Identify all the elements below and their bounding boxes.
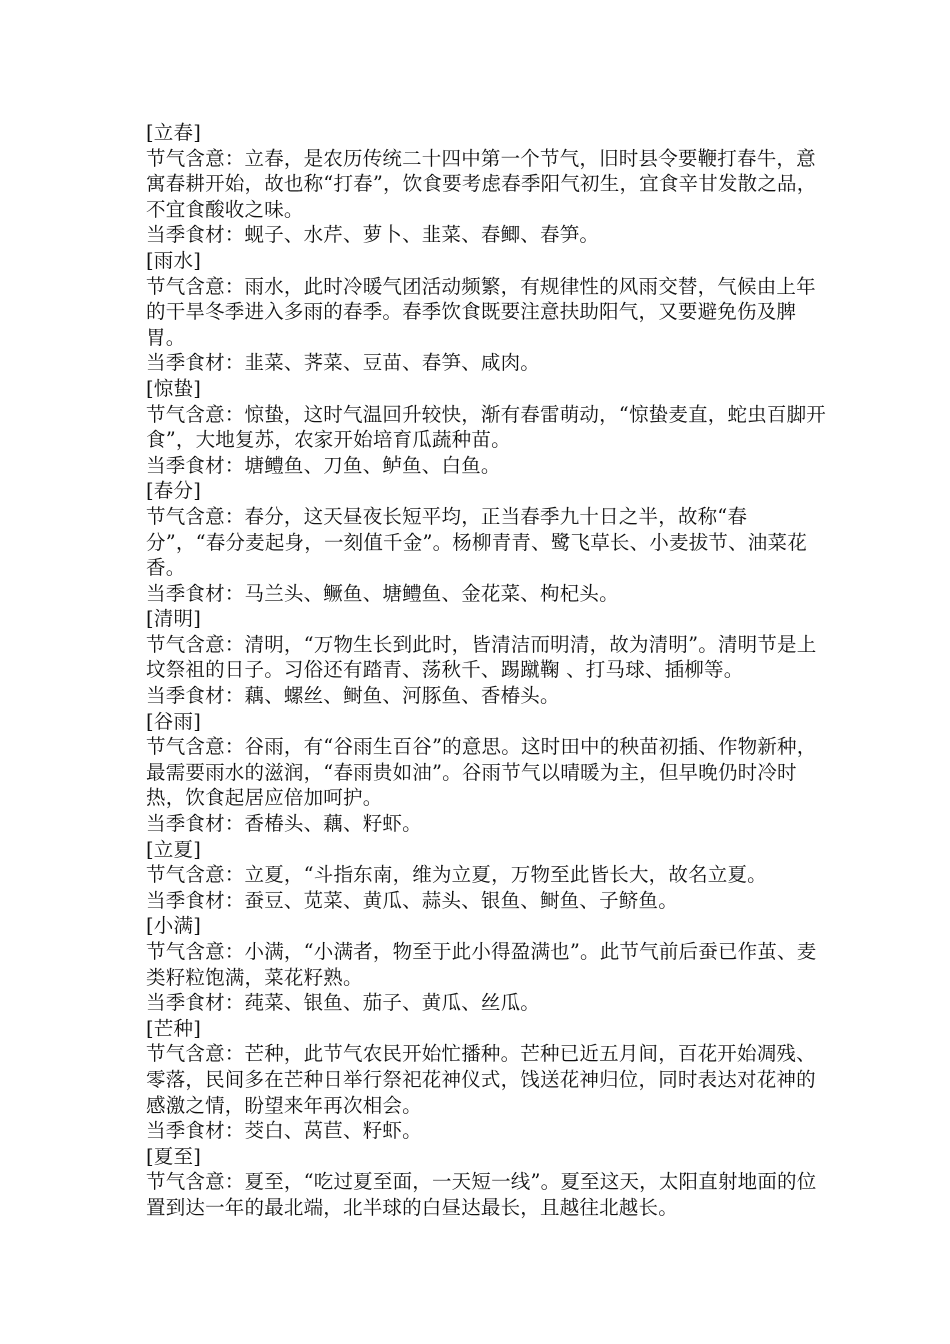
term-foods: 当季食材：蚕豆、苋菜、黄瓜、蒜头、银鱼、鲥鱼、子鲚鱼。: [146, 888, 678, 912]
term-foods: 当季食材：马兰头、鳜鱼、塘鳢鱼、金花菜、枸杞头。: [146, 581, 619, 605]
term-meaning: 节气含意：雨水，此时冷暖气团活动频繁，有规律性的风雨交替，气候由上年的干旱冬季进入多雨的春季。春季饮食既要注意扶助阳气，又要避免伤及脾胃。: [146, 274, 816, 349]
term-foods: 当季食材：香椿头、藕、籽虾。: [146, 812, 422, 836]
term-foods: 当季食材：藕、螺丝、鲥鱼、河豚鱼、香椿头。: [146, 684, 560, 708]
term-heading: [谷雨]: [146, 709, 202, 733]
term-section-xiazhi: [146, 1144, 826, 1221]
term-heading: [立春]: [146, 121, 202, 144]
term-heading: [惊蛰]: [146, 376, 202, 400]
term-foods: 当季食材：塘鳢鱼、刀鱼、鲈鱼、白鱼。: [146, 453, 501, 477]
term-meaning: 节气含意：立夏，“斗指东南，维为立夏，万物至此皆长大，故名立夏。: [146, 863, 767, 887]
term-heading: [小满]: [146, 914, 202, 938]
term-meaning: 节气含意：立春，是农历传统二十四中第一个节气，旧时县令要鞭打春牛，意寓春耕开始，故也称“打春”，饮食要考虑春季阳气初生，宜食辛甘发散之品，不宜食酸收之味。: [146, 146, 817, 221]
term-heading: [夏至]: [146, 1144, 202, 1168]
term-meaning: 节气含意：春分，这天昼夜长短平均，正当春季九十日之半，故称“春分”，“春分麦起身，一刻值千金”。杨柳青青、鹭飞草长、小麦拔节、油菜花香。: [146, 504, 807, 580]
term-heading: [春分]: [146, 479, 202, 503]
term-meaning: 节气含意：清明，“万物生长到此时，皆清洁而明清，故为清明”。清明节是上坟祭祖的日子。习俗还有踏青、荡秋千、踢蹴鞠 、打马球、插柳等。: [146, 632, 817, 682]
term-foods: 当季食材：韭菜、荠菜、豆苗、春笋、咸肉。: [146, 351, 541, 375]
term-section-lichun: [146, 120, 826, 248]
term-section-xiaoman: [146, 913, 826, 1015]
term-foods: 当季食材：茭白、莴苣、籽虾。: [146, 1119, 422, 1143]
term-section-jingzhe: [146, 376, 826, 478]
term-section-qingming: [146, 606, 826, 708]
term-heading: [清明]: [146, 607, 202, 631]
term-meaning: 节气含意：夏至，“吃过夏至面，一天短一线”。夏至这天，太阳直射地面的位置到达一年的最北端，北半球的白昼达最长，且越往北越长。: [146, 1170, 817, 1219]
term-section-mangzhong: [146, 1016, 826, 1144]
term-section-guyu: [146, 709, 826, 837]
term-foods: 当季食材：蚬子、水芹、萝卜、韭菜、春鲫、春笋。: [146, 223, 600, 247]
term-foods: 当季食材：莼菜、银鱼、茄子、黄瓜、丝瓜。: [146, 991, 541, 1015]
term-meaning: 节气含意：芒种，此节气农民开始忙播种。芒种已近五月间，百花开始凋残、零落，民间多在芒种日举行祭祀花神仪式，饯送花神归位，同时表达对花神的感激之情，盼望来年再次相会。: [146, 1042, 816, 1117]
term-meaning: 节气含意：惊蛰，这时气温回升较快，渐有春雷萌动，“惊蛰麦直，蛇虫百脚开食”，大地复苏，农家开始培育瓜蔬种苗。: [146, 402, 826, 452]
document-page: [146, 120, 826, 1221]
term-heading: [立夏]: [146, 837, 202, 861]
term-meaning: 节气含意：小满，“小满者，物至于此小得盈满也”。此节气前后蚕已作茧、麦类籽粒饱满，菜花籽熟。: [146, 940, 817, 989]
term-section-lixia: [146, 837, 826, 914]
term-section-chunfen: [146, 478, 826, 606]
term-section-yushui: [146, 248, 826, 376]
term-meaning: 节气含意：谷雨，有“谷雨生百谷”的意思。这时田中的秧苗初插、作物新种，最需要雨水的滋润，“春雨贵如油”。谷雨节气以晴暖为主，但早晚仍时冷时热，饮食起居应倍加呵护。: [146, 735, 817, 810]
term-heading: [芒种]: [146, 1016, 202, 1040]
term-heading: [雨水]: [146, 248, 202, 272]
